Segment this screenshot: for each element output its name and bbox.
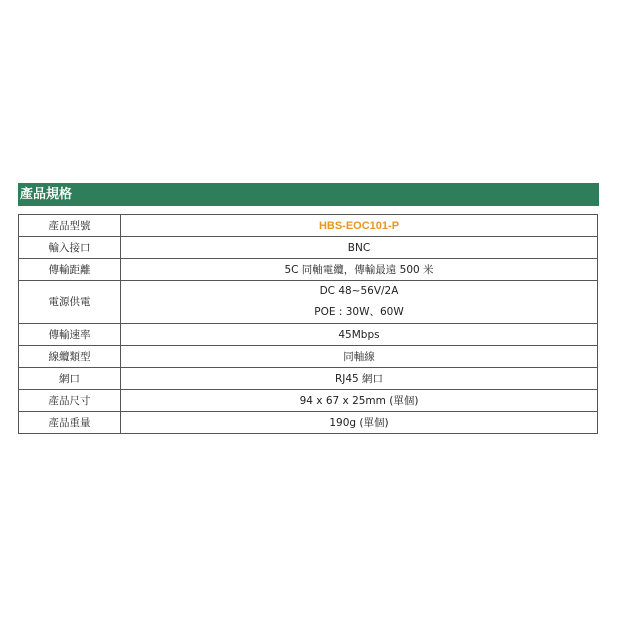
spec-value-power [121, 281, 598, 324]
spec-value-power-poe: POE : 30W、60W [314, 306, 404, 318]
spec-value-distance: 5C 同軸電纜，傳輸最遠 500 米 [121, 259, 598, 281]
spec-label-distance: 傳輸距離 [19, 259, 121, 281]
table-row [19, 346, 598, 368]
spec-value-network: RJ45 網口 [121, 368, 598, 390]
spec-value-model: HBS-EOC101-P [121, 215, 598, 237]
spec-value-weight: 190g (單個) [121, 412, 598, 434]
spec-label-speed: 傳輸速率 [19, 324, 121, 346]
spec-value-input: BNC [121, 237, 598, 259]
spec-label-cable: 線纜類型 [19, 346, 121, 368]
table-row [19, 368, 598, 390]
table-row [19, 390, 598, 412]
spec-label-power: 電源供電 [19, 281, 121, 324]
spec-table [18, 214, 598, 434]
spec-value-power-dc: DC 48~56V/2A [319, 285, 399, 297]
spec-value-size: 94 x 67 x 25mm (單個) [121, 390, 598, 412]
spec-label-input: 輸入接口 [19, 237, 121, 259]
section-title: 產品規格 [18, 183, 599, 206]
spec-label-network: 網口 [19, 368, 121, 390]
table-row [19, 259, 598, 281]
spec-label-model: 產品型號 [19, 215, 121, 237]
spec-value-cable: 同軸線 [121, 346, 598, 368]
table-row [19, 281, 598, 324]
table-row [19, 215, 598, 237]
table-row [19, 412, 598, 434]
spec-value-speed: 45Mbps [121, 324, 598, 346]
table-row [19, 324, 598, 346]
table-row [19, 237, 598, 259]
spec-label-weight: 產品重量 [19, 412, 121, 434]
spec-label-size: 產品尺寸 [19, 390, 121, 412]
